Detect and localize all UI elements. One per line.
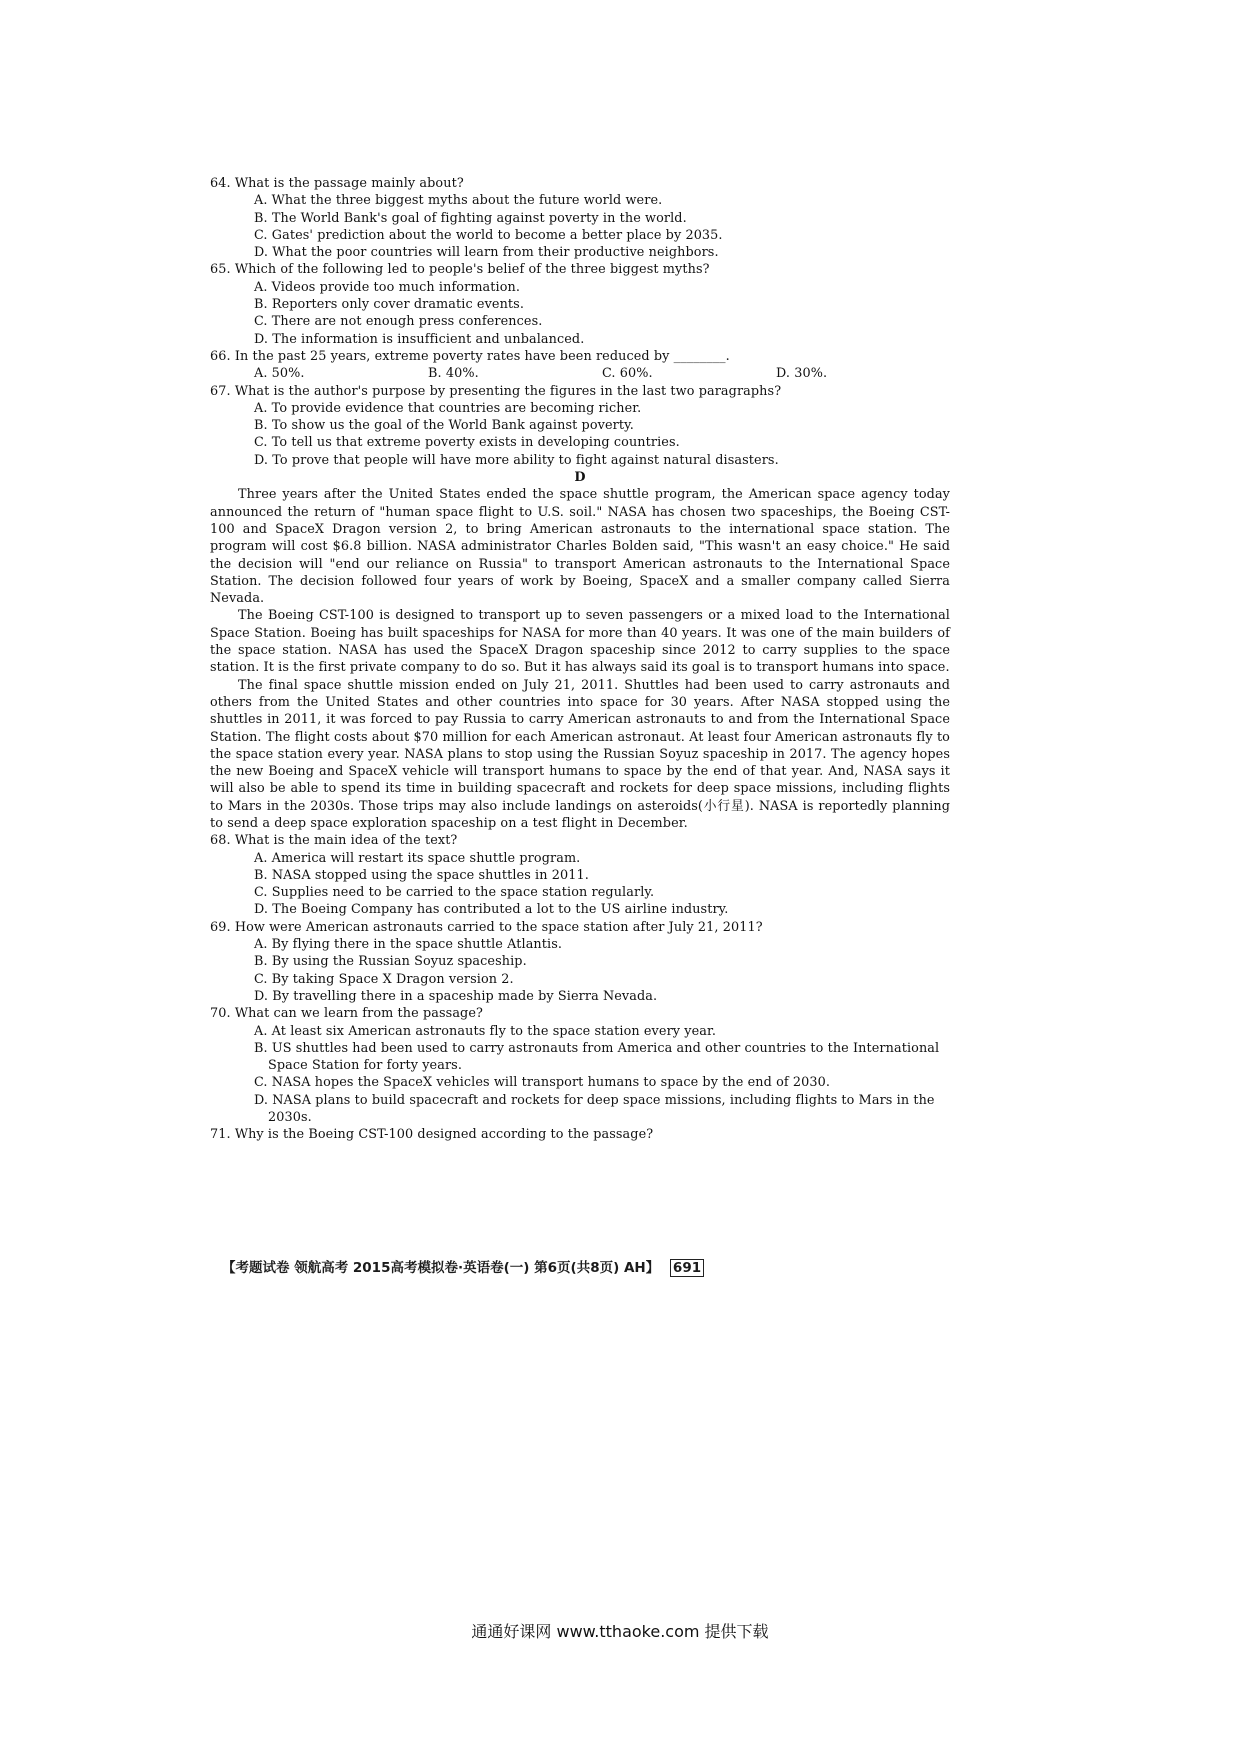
option-d: D. The information is insufficient and unbalanced. — [254, 331, 585, 347]
reading-passage — [210, 486, 950, 832]
option-d: D. 30%. — [776, 366, 828, 382]
option-c: C. By taking Space X Dragon version 2. — [254, 971, 514, 987]
option-b: B. By using the Russian Soyuz spaceship. — [254, 954, 527, 970]
option-row — [254, 365, 950, 382]
question-stem: 68. What is the main idea of the text? — [210, 833, 458, 849]
question-stem: 71. Why is the Boeing CST-100 designed according to the passage? — [210, 1127, 654, 1143]
passage-paragraph: The final space shuttle mission ended on July 21, 2011. Shuttles had been used to carry astronauts and others from the United States and other countries into space for 30 years. After NASA stopped using the shuttles in 2011, it was forced to pay Russia to carry American astronauts to and from the International Space Station. The flight costs about $70 million for each American astronaut. At least four American astronauts fly to the space station every year. NASA plans to stop using the Russian Soyuz spaceship in 2017. The agency hopes the new Boeing and SpaceX vehicle will transport humans to space by the end of that year. And, NASA says it will also be able to spend its time in building spacecraft and rockets for deep space missions, including flights to Mars in the 2030s. Those trips may also include landings on asteroids(小行星). NASA is reportedly planning to send a deep space exploration spaceship on a test flight in December. — [210, 677, 950, 831]
option-c: C. 60%. — [602, 366, 653, 382]
option-c: C. There are not enough press conferences. — [254, 314, 543, 330]
option-c: C. Gates' prediction about the world to become a better place by 2035. — [254, 227, 723, 243]
option-a: A. At least six American astronauts fly to the space station every year. — [254, 1023, 716, 1039]
question-stem: 67. What is the author's purpose by presenting the figures in the last two paragraphs? — [210, 383, 782, 399]
option-b: B. NASA stopped using the space shuttles in 2011. — [254, 867, 589, 883]
question-64 — [210, 175, 950, 261]
option-b: B. The World Bank's goal of fighting against poverty in the world. — [254, 210, 687, 226]
question-stem: 64. What is the passage mainly about? — [210, 176, 464, 191]
option-c: C. To tell us that extreme poverty exists in developing countries. — [254, 435, 680, 451]
question-71 — [210, 1126, 950, 1143]
question-stem: 69. How were American astronauts carried to the space station after July 21, 2011? — [210, 919, 763, 935]
question-66 — [210, 348, 950, 383]
footer-text: 【考题试卷 领航高考 2015高考模拟卷·英语卷(一) 第6页(共8页) AH】 — [222, 1260, 660, 1276]
question-stem: 70. What can we learn from the passage? — [210, 1006, 483, 1022]
question-65 — [210, 261, 950, 347]
question-69 — [210, 919, 950, 1005]
option-d: D. What the poor countries will learn from their productive neighbors. — [254, 245, 719, 261]
question-stem: 66. In the past 25 years, extreme poverty rates have been reduced by ________. — [210, 348, 730, 364]
option-a: A. America will restart its space shuttle program. — [254, 850, 581, 866]
question-70 — [210, 1005, 950, 1126]
option-a: A. Videos provide too much information. — [254, 279, 521, 295]
page-code: 691 — [670, 1259, 704, 1277]
option-d: D. To prove that people will have more ability to fight against natural disasters. — [254, 452, 779, 468]
download-credit: 通通好课网 www.tthaoke.com 提供下载 — [471, 1622, 769, 1641]
exam-page-content — [210, 175, 950, 1144]
option-b: B. Reporters only cover dramatic events. — [254, 297, 524, 313]
option-b: B. US shuttles had been used to carry astronauts from America and other countries to the International Space Station for forty years. — [254, 1040, 940, 1074]
option-d: D. NASA plans to build spacecraft and rockets for deep space missions, including flights to Mars in the 2030s. — [254, 1092, 935, 1126]
option-d: D. By travelling there in a spaceship made by Sierra Nevada. — [254, 988, 658, 1004]
option-b: B. 40%. — [428, 366, 479, 382]
passage-paragraph: Three years after the United States ended the space shuttle program, the American space agency today announced the return of "human space flight to U.S. soil." NASA has chosen two spaceships, the Boeing CST-100 and SpaceX Dragon version 2, to bring American astronauts to the international space station. The program will cost $6.8 billion. NASA administrator Charles Bolden said, "This wasn't an easy choice." He said the decision will "end our reliance on Russia" to transport American astronauts to the International Space Station. The decision followed four years of work by Boeing, SpaceX and a smaller company called Sierra Nevada. — [210, 487, 950, 607]
question-67 — [210, 383, 950, 469]
option-b: B. To show us the goal of the World Bank against poverty. — [254, 418, 634, 434]
question-68 — [210, 832, 950, 918]
option-a: A. What the three biggest myths about the future world were. — [254, 193, 663, 209]
option-a: A. To provide evidence that countries are becoming richer. — [254, 400, 642, 416]
question-stem: 65. Which of the following led to people's belief of the three biggest myths? — [210, 262, 710, 278]
passage-paragraph: The Boeing CST-100 is designed to transport up to seven passengers or a mixed load to the International Space Station. Boeing has built spaceships for NASA for more than 40 years. It was one of the main builders of the space station. NASA has used the SpaceX Dragon spaceship since 2012 to carry supplies to the space station. It is the first private company to do so. But it has always said its goal is to transport humans into space. — [210, 608, 950, 676]
option-d: D. The Boeing Company has contributed a lot to the US airline industry. — [254, 902, 729, 918]
option-c: C. NASA hopes the SpaceX vehicles will transport humans to space by the end of 2030. — [254, 1075, 831, 1091]
section-label: D — [574, 470, 586, 486]
option-a: A. 50%. — [254, 366, 305, 382]
option-a: A. By flying there in the space shuttle Atlantis. — [254, 937, 563, 953]
page-footer — [222, 1256, 952, 1276]
option-c: C. Supplies need to be carried to the space station regularly. — [254, 885, 655, 901]
